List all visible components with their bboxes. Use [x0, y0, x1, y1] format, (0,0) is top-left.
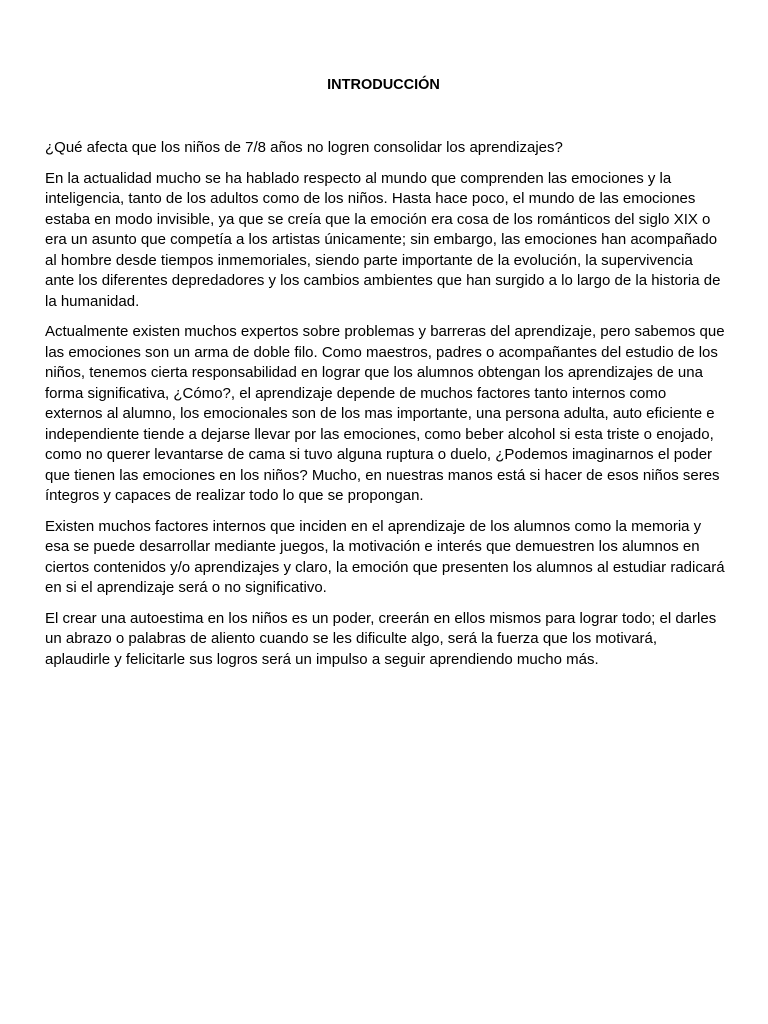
research-question: ¿Qué afecta que los niños de 7/8 años no logren consolidar los aprendizajes?	[45, 139, 563, 156]
paragraph-learning-barriers: Actualmente existen muchos expertos sobre problemas y barreras del aprendizaje, pero sabemos que las emociones son un arma de doble filo. Como maestros, padres o acompañantes del estudio de los niños, tenemos cierta responsabilidad en lograr que los alumnos obtengan los aprendizajes de una forma significativa, ¿Cómo?, el aprendizaje depende de muchos factores tanto internos como externos al alumno, los emocionales son de los mas importante, una persona adulta, auto eficiente e independiente tiende a dejarse llevar por las emociones, como beber alcohol si esta triste o enojado, como no querer levantarse de cama si tuvo alguna ruptura o duelo, ¿Podemos imaginarnos el poder que tienen las emociones en los niños? Mucho, en nuestras manos está si hacer de esos niños seres íntegros y capaces de realizar todo lo que se propongan.	[45, 323, 725, 504]
document-body	[45, 138, 726, 680]
paragraph-self-esteem: El crear una autoestima en los niños es un poder, creerán en ellos mismos para lograr todo; el darles un abrazo o palabras de aliento cuando se les dificulte algo, será la fuerza que los motivará, aplaudirle y felicitarle sus logros será un impulso a seguir aprendiendo mucho más.	[45, 609, 717, 668]
paragraph-internal-factors: Existen muchos factores internos que inciden en el aprendizaje de los alumnos como la memoria y esa se puede desarrollar mediante juegos, la motivación e interés que demuestren los alumnos en ciertos contenidos y/o aprendizajes y claro, la emoción que presenten los alumnos al estudiar radicará en si el aprendizaje será o no significativo.	[45, 517, 725, 596]
document-page	[45, 0, 726, 1024]
paragraph-emotions-history: En la actualidad mucho se ha hablado respecto al mundo que comprenden las emociones y la inteligencia, tanto de los adultos como de los niños. Hasta hace poco, el mundo de las emociones estaba en modo invisible, ya que se creía que la emoción era cosa de los románticos del siglo XIX o era un asunto que competía a los artistas únicamente; sin embargo, las emociones han acompañado al hombre desde tiempos inmemoriales, siendo parte importante de la evolución, la supervivencia ante los diferentes depredadores y los cambios ambientes que han surgido a lo largo de la historia de la humanidad.	[45, 169, 721, 310]
document-title: INTRODUCCIÓN	[327, 77, 440, 93]
